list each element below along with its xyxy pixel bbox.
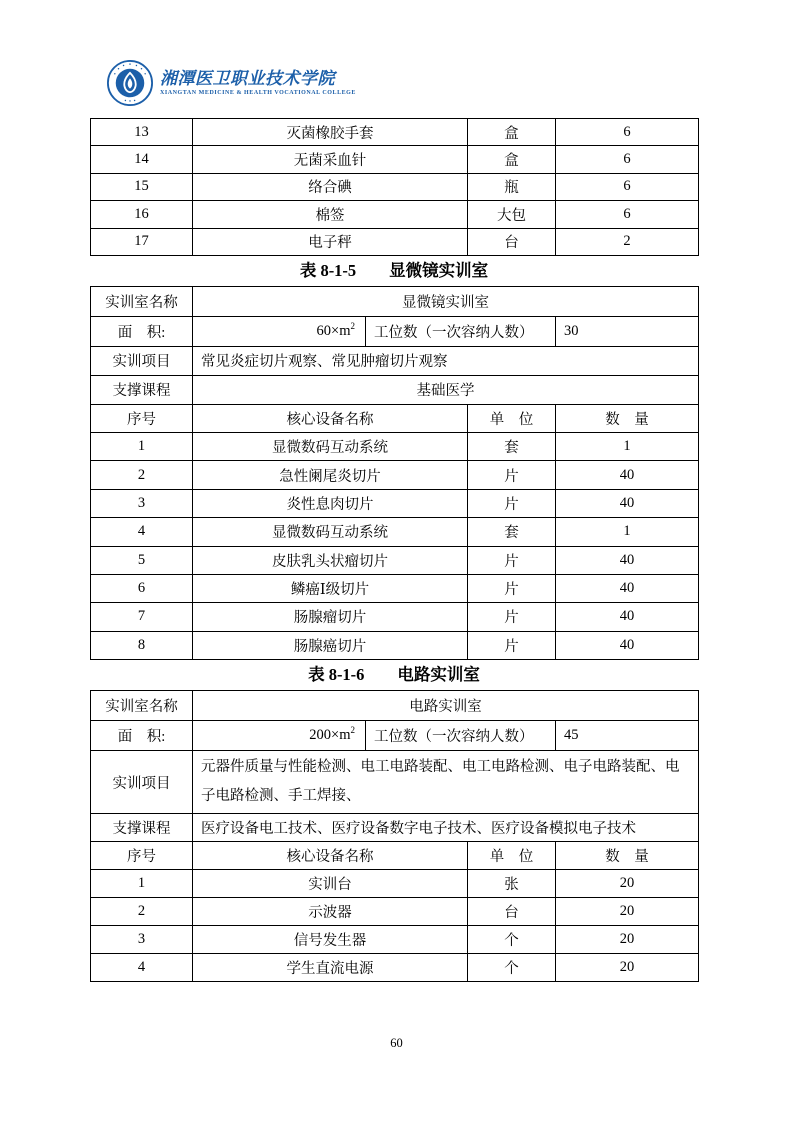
cell-serial: 7 bbox=[91, 603, 193, 631]
cell-unit: 套 bbox=[468, 518, 556, 546]
table-row bbox=[91, 574, 699, 602]
table-row bbox=[91, 228, 699, 255]
cell-equipment-name: 实训台 bbox=[193, 870, 468, 898]
college-name-block bbox=[160, 70, 356, 97]
capacity-label: 工位数（一次容纳人数） bbox=[366, 721, 556, 751]
table-row bbox=[91, 461, 699, 489]
college-logo bbox=[107, 60, 356, 106]
equipment-header-row bbox=[91, 842, 699, 870]
cell-equipment-name: 信号发生器 bbox=[193, 926, 468, 954]
project-label: 实训项目 bbox=[91, 346, 193, 375]
cell-equipment-name: 棉签 bbox=[193, 201, 468, 228]
cell-unit: 套 bbox=[468, 432, 556, 460]
cell-serial: 15 bbox=[91, 173, 193, 200]
cell-unit: 台 bbox=[468, 228, 556, 255]
college-emblem-icon bbox=[107, 60, 153, 106]
cell-unit: 片 bbox=[468, 574, 556, 602]
cell-unit: 个 bbox=[468, 926, 556, 954]
cell-serial: 5 bbox=[91, 546, 193, 574]
circuit-lab-table bbox=[90, 690, 699, 982]
cell-qty: 6 bbox=[556, 146, 699, 173]
cell-equipment-name: 电子秤 bbox=[193, 228, 468, 255]
capacity-label: 工位数（一次容纳人数） bbox=[366, 316, 556, 346]
cell-qty: 20 bbox=[556, 870, 699, 898]
cell-serial: 3 bbox=[91, 926, 193, 954]
table-8-1-5-title: 表 8-1-5 显微镜实训室 bbox=[299, 260, 489, 280]
cell-serial: 2 bbox=[91, 461, 193, 489]
cell-qty: 1 bbox=[556, 432, 699, 460]
cell-serial: 14 bbox=[91, 146, 193, 173]
lab-course-row bbox=[91, 814, 699, 842]
page-number: 60 bbox=[390, 1036, 403, 1050]
cell-equipment-name: 络合碘 bbox=[193, 173, 468, 200]
square-superscript: 2 bbox=[350, 321, 355, 332]
lab-name-value: 显微镜实训室 bbox=[193, 286, 699, 316]
cell-qty: 2 bbox=[556, 228, 699, 255]
table-row bbox=[91, 898, 699, 926]
lab-name-row bbox=[91, 286, 699, 316]
lab-course-row bbox=[91, 375, 699, 404]
cell-unit: 片 bbox=[468, 489, 556, 517]
course-label: 支撑课程 bbox=[91, 375, 193, 404]
table-row bbox=[91, 201, 699, 228]
cell-serial: 1 bbox=[91, 870, 193, 898]
cell-equipment-name: 肠腺瘤切片 bbox=[193, 603, 468, 631]
header-equipment-name: 核心设备名称 bbox=[193, 404, 468, 432]
table-row bbox=[91, 518, 699, 546]
cell-qty: 40 bbox=[556, 574, 699, 602]
cell-equipment-name: 示波器 bbox=[193, 898, 468, 926]
header-equipment-name: 核心设备名称 bbox=[193, 842, 468, 870]
cell-qty: 40 bbox=[556, 461, 699, 489]
cell-qty: 6 bbox=[556, 119, 699, 146]
project-value: 常见炎症切片观察、常见肿瘤切片观察 bbox=[193, 346, 699, 375]
table-row bbox=[91, 546, 699, 574]
cell-qty: 40 bbox=[556, 546, 699, 574]
continued-equipment-table bbox=[90, 118, 699, 256]
cell-unit: 片 bbox=[468, 603, 556, 631]
table-row bbox=[91, 489, 699, 517]
cell-qty: 6 bbox=[556, 201, 699, 228]
table-row bbox=[91, 631, 699, 659]
lab-name-value: 电路实训室 bbox=[193, 691, 699, 721]
table-row bbox=[91, 926, 699, 954]
lab-area-row bbox=[91, 721, 699, 751]
capacity-value: 30 bbox=[556, 316, 699, 346]
cell-equipment-name: 显微数码互动系统 bbox=[193, 518, 468, 546]
capacity-value: 45 bbox=[556, 721, 699, 751]
header-serial: 序号 bbox=[91, 404, 193, 432]
cell-serial: 6 bbox=[91, 574, 193, 602]
table-row bbox=[91, 432, 699, 460]
lab-area-row bbox=[91, 316, 699, 346]
lab-name-label: 实训室名称 bbox=[91, 691, 193, 721]
lab-project-row bbox=[91, 751, 699, 814]
square-superscript: 2 bbox=[350, 725, 355, 736]
cell-serial: 1 bbox=[91, 432, 193, 460]
cell-equipment-name: 无菌采血针 bbox=[193, 146, 468, 173]
cell-equipment-name: 皮肤乳头状瘤切片 bbox=[193, 546, 468, 574]
cell-qty: 20 bbox=[556, 926, 699, 954]
table-8-1-6-title: 表 8-1-6 电路实训室 bbox=[308, 665, 480, 685]
cell-equipment-name: 学生直流电源 bbox=[193, 954, 468, 982]
header-unit: 单 位 bbox=[468, 404, 556, 432]
cell-serial: 4 bbox=[91, 518, 193, 546]
course-value: 医疗设备电工技术、医疗设备数字电子技术、医疗设备模拟电子技术 bbox=[193, 814, 699, 842]
cell-serial: 3 bbox=[91, 489, 193, 517]
cell-unit: 台 bbox=[468, 898, 556, 926]
cell-unit: 瓶 bbox=[468, 173, 556, 200]
cell-serial: 2 bbox=[91, 898, 193, 926]
cell-qty: 6 bbox=[556, 173, 699, 200]
cell-equipment-name: 显微数码互动系统 bbox=[193, 432, 468, 460]
microscope-lab-table bbox=[90, 286, 699, 660]
cell-equipment-name: 急性阑尾炎切片 bbox=[193, 461, 468, 489]
table-row bbox=[91, 119, 699, 146]
cell-qty: 40 bbox=[556, 631, 699, 659]
cell-unit: 盒 bbox=[468, 119, 556, 146]
cell-qty: 20 bbox=[556, 954, 699, 982]
college-name-cn: 湘潭医卫职业技术学院 bbox=[160, 68, 335, 88]
cell-unit: 片 bbox=[468, 461, 556, 489]
college-name-en: XIANGTAN MEDICINE & HEALTH VOCATIONAL COLLEGE bbox=[160, 90, 356, 97]
cell-serial: 16 bbox=[91, 201, 193, 228]
header-unit: 单 位 bbox=[468, 842, 556, 870]
lab-name-label: 实训室名称 bbox=[91, 286, 193, 316]
cell-unit: 大包 bbox=[468, 201, 556, 228]
equipment-header-row bbox=[91, 404, 699, 432]
cell-qty: 1 bbox=[556, 518, 699, 546]
area-value: $60\times m^2$ bbox=[193, 316, 366, 346]
cell-serial: 8 bbox=[91, 631, 193, 659]
page-content bbox=[90, 118, 698, 982]
cell-unit: 片 bbox=[468, 631, 556, 659]
project-value: 元器件质量与性能检测、电工电路装配、电工电路检测、电子电路装配、电子电路检测、手工焊接、 bbox=[193, 751, 699, 814]
cell-serial: 17 bbox=[91, 228, 193, 255]
cell-unit: 个 bbox=[468, 954, 556, 982]
table-row bbox=[91, 146, 699, 173]
table-row bbox=[91, 870, 699, 898]
cell-qty: 20 bbox=[556, 898, 699, 926]
course-value: 基础医学 bbox=[193, 375, 699, 404]
lab-name-row bbox=[91, 691, 699, 721]
area-value: $200\times m^2$ bbox=[193, 721, 366, 751]
cell-unit: 张 bbox=[468, 870, 556, 898]
cell-qty: 40 bbox=[556, 603, 699, 631]
cell-serial: 4 bbox=[91, 954, 193, 982]
cell-unit: 片 bbox=[468, 546, 556, 574]
course-label: 支撑课程 bbox=[91, 814, 193, 842]
area-label: 面 积: bbox=[91, 316, 193, 346]
cell-equipment-name: 灭菌橡胶手套 bbox=[193, 119, 468, 146]
table-row bbox=[91, 954, 699, 982]
lab-project-row bbox=[91, 346, 699, 375]
area-label: 面 积: bbox=[91, 721, 193, 751]
cell-equipment-name: 肠腺癌切片 bbox=[193, 631, 468, 659]
table-row bbox=[91, 173, 699, 200]
project-label: 实训项目 bbox=[91, 751, 193, 814]
cell-qty: 40 bbox=[556, 489, 699, 517]
header-qty: 数 量 bbox=[556, 404, 699, 432]
cell-unit: 盒 bbox=[468, 146, 556, 173]
table-row bbox=[91, 603, 699, 631]
header-serial: 序号 bbox=[91, 842, 193, 870]
cell-equipment-name: 炎性息肉切片 bbox=[193, 489, 468, 517]
header-qty: 数 量 bbox=[556, 842, 699, 870]
cell-equipment-name: 鳞癌Ⅰ级切片 bbox=[193, 574, 468, 602]
cell-serial: 13 bbox=[91, 119, 193, 146]
